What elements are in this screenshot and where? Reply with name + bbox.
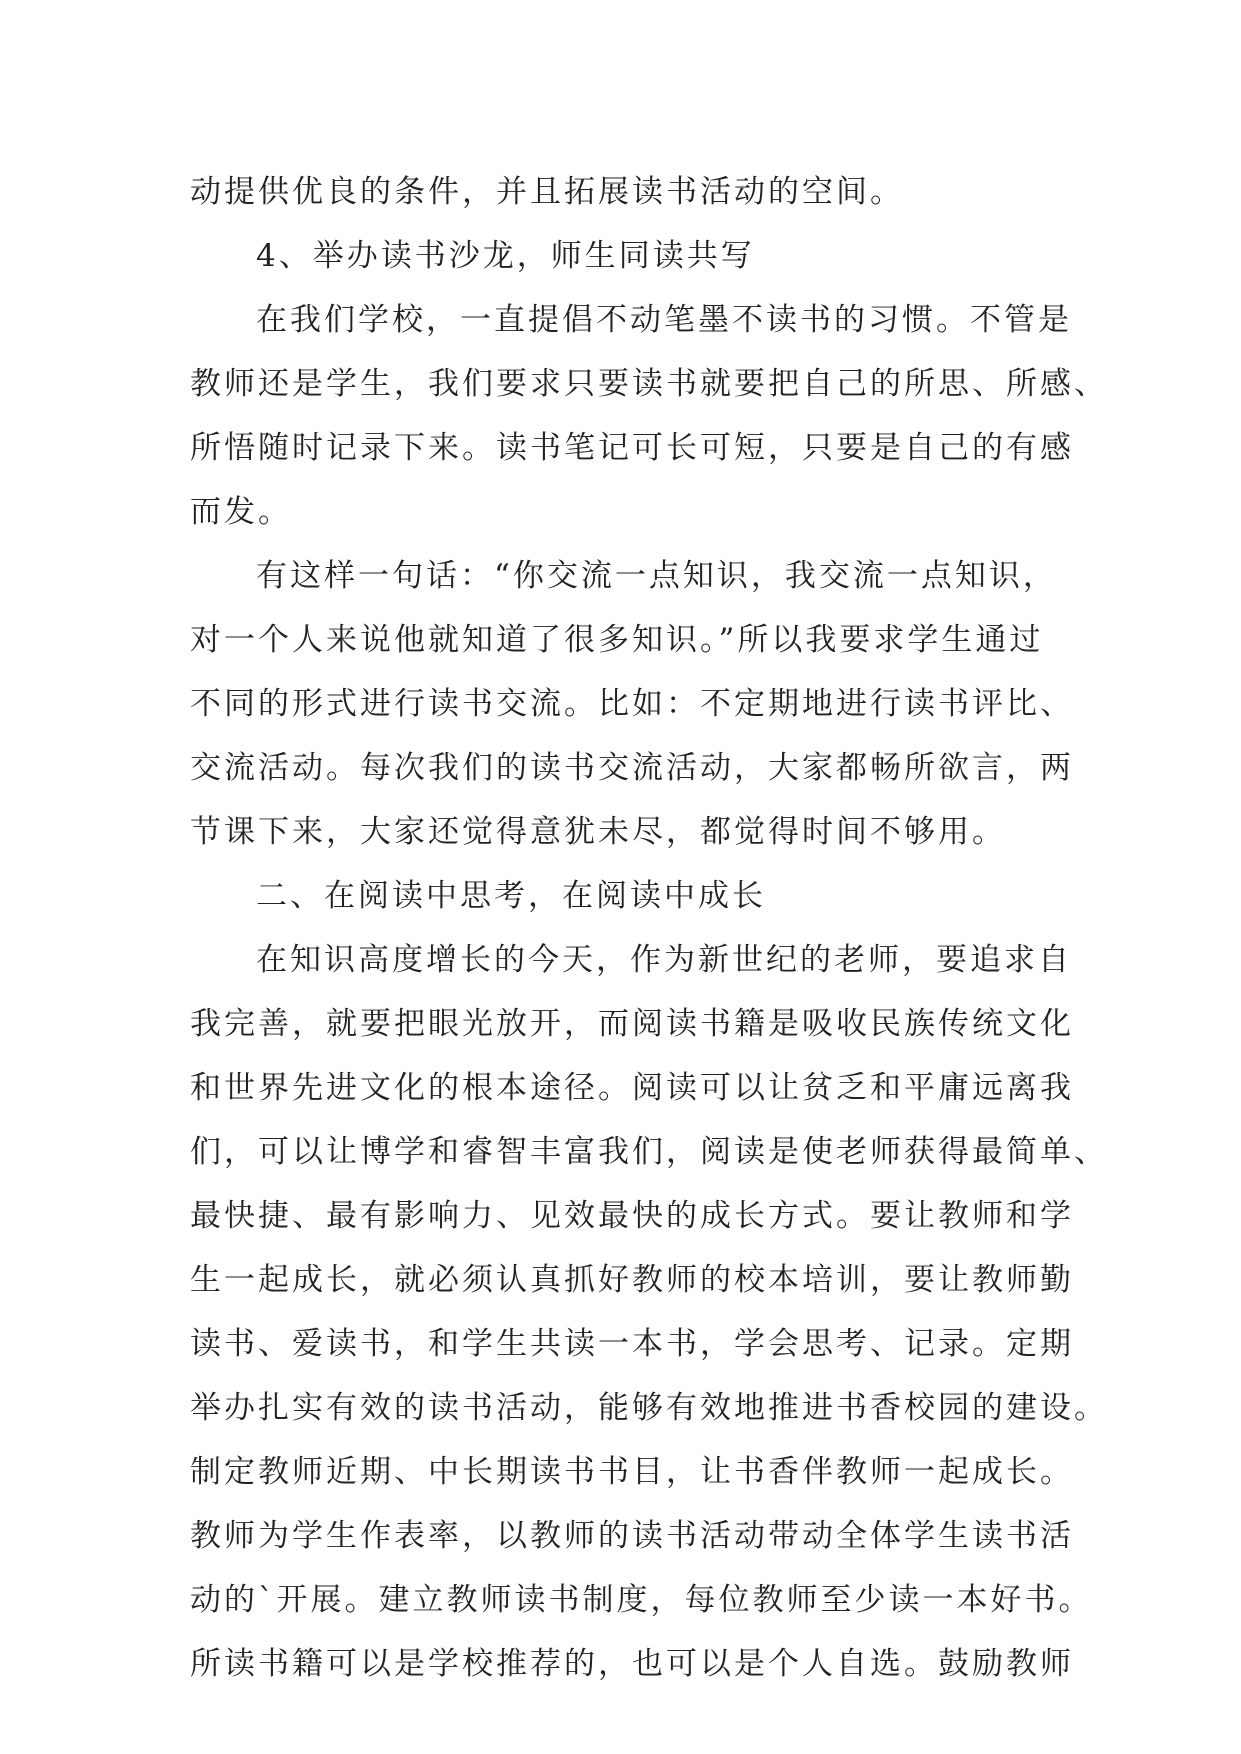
text-line: 节课下来，大家还觉得意犹未尽，都觉得时间不够用。 (190, 814, 1006, 850)
text-line: 在我们学校，一直提倡不动笔墨不读书的习惯。不管是 (256, 302, 1072, 338)
text-line: 而发。 (190, 494, 292, 530)
text-line: 教师还是学生，我们要求只要读书就要把自己的所思、所感、 (190, 366, 1108, 402)
text-line: 生一起成长，就必须认真抓好教师的校本培训，要让教师勤 (190, 1262, 1074, 1298)
text-line: 举办扎实有效的读书活动，能够有效地推进书香校园的建设。 (190, 1390, 1108, 1426)
text-line: 所悟随时记录下来。读书笔记可长可短，只要是自己的有感 (190, 430, 1074, 466)
text-line: 动的`开展。建立教师读书制度，每位教师至少读一本好书。 (190, 1582, 1093, 1618)
section-heading: 4、举办读书沙龙，师生同读共写 (256, 238, 755, 274)
text-line: 对一个人来说他就知道了很多知识。”所以我要求学生通过 (190, 622, 1044, 658)
text-line: 读书、爱读书，和学生共读一本书，学会思考、记录。定期 (190, 1326, 1074, 1362)
text-line: 在知识高度增长的今天，作为新世纪的老师，要追求自 (256, 942, 1072, 978)
text-line: 所读书籍可以是学校推荐的，也可以是个人自选。鼓励教师 (190, 1646, 1074, 1682)
text-line: 交流活动。每次我们的读书交流活动，大家都畅所欲言，两 (190, 750, 1074, 786)
text-line: 和世界先进文化的根本途径。阅读可以让贫乏和平庸远离我 (190, 1070, 1074, 1106)
text-line: 不同的形式进行读书交流。比如：不定期地进行读书评比、 (190, 686, 1074, 722)
document-body (190, 160, 1108, 1696)
text-line: 我完善，就要把眼光放开，而阅读书籍是吸收民族传统文化 (190, 1006, 1074, 1042)
text-line: 动提供优良的条件，并且拓展读书活动的空间。 (190, 174, 904, 210)
text-line: 最快捷、最有影响力、见效最快的成长方式。要让教师和学 (190, 1198, 1074, 1234)
text-line: 们，可以让博学和睿智丰富我们，阅读是使老师获得最简单、 (190, 1134, 1108, 1170)
section-heading: 二、在阅读中思考，在阅读中成长 (256, 878, 766, 914)
text-line: 有这样一句话：“你交流一点知识，我交流一点知识， (256, 558, 1057, 594)
text-line: 制定教师近期、中长期读书书目，让书香伴教师一起成长。 (190, 1454, 1074, 1490)
text-line: 教师为学生作表率，以教师的读书活动带动全体学生读书活 (190, 1518, 1074, 1554)
